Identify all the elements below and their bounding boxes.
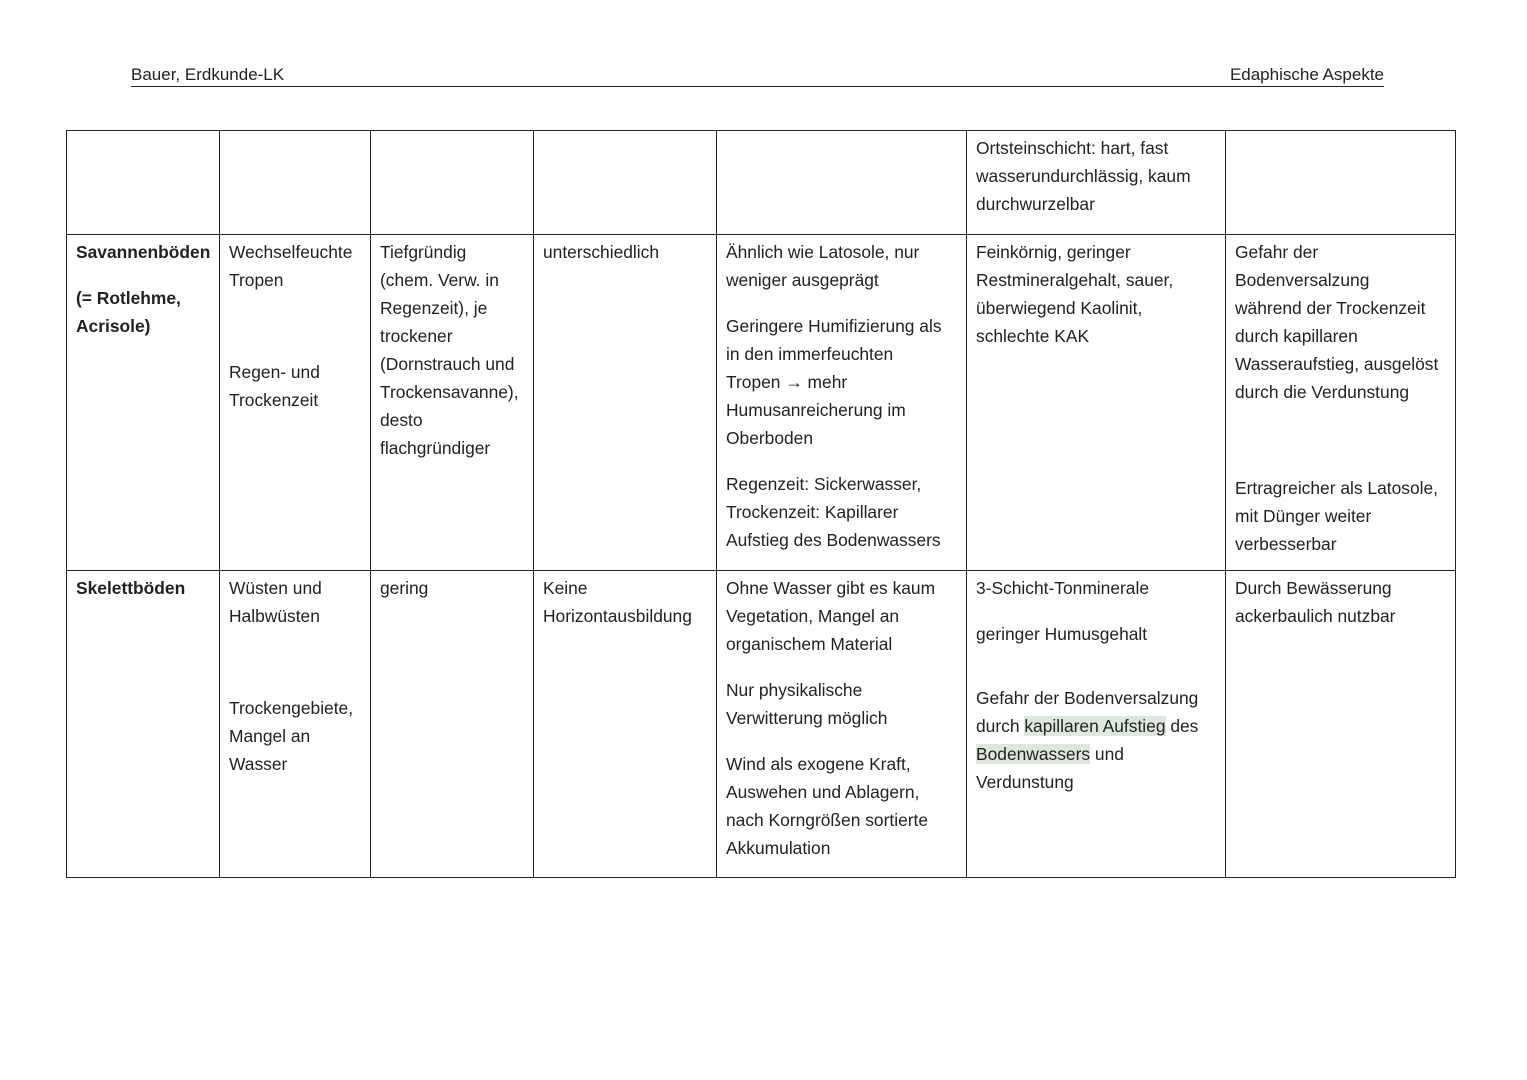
cell-empty	[371, 131, 534, 235]
cell-climate: Wechselfeuchte Tropen Regen- und Trockenzeit	[220, 235, 371, 571]
cell-process: Ähnlich wie Latosole, nur weniger ausgeprägt Geringere Humifizierung als in den immerfeuchten Tropen → mehr Humusanreicherung im Oberboden Regenzeit: Sickerwasser, Trockenzeit: Kapillarer Aufstieg des Bodenwassers	[717, 235, 967, 571]
cell-soil-name: Skelettböden	[67, 571, 220, 878]
cell-use: Gefahr der Bodenversalzung während der Trockenzeit durch kapillaren Wasseraufstieg, ausgelöst durch die Verdunstung Ertragreicher als Latosole, mit Dünger weiter verbesserbar	[1226, 235, 1456, 571]
header-topic: Edaphische Aspekte	[1229, 65, 1384, 84]
cell-process: Ohne Wasser gibt es kaum Vegetation, Mangel an organischem Material Nur physikalische Verwitterung möglich Wind als exogene Kraft, Auswehen und Ablagern, nach Korngrößen sortierte Akkumulation	[717, 571, 967, 878]
cell-depth: gering	[371, 571, 534, 878]
cell-empty	[1226, 131, 1456, 235]
table-row	[67, 571, 1456, 878]
cell-empty	[67, 131, 220, 235]
cell-empty	[220, 131, 371, 235]
arrow-right-icon: →	[785, 372, 803, 392]
cell-empty	[534, 131, 717, 235]
cell-horizon: Keine Horizontausbildung	[534, 571, 717, 878]
cell-properties: Feinkörnig, geringer Restmineralgehalt, sauer, überwiegend Kaolinit, schlechte KAK	[967, 235, 1226, 571]
header-author: Bauer, Erdkunde-LK	[131, 65, 285, 84]
cell-empty	[717, 131, 967, 235]
cell-climate: Wüsten und Halbwüsten Trockengebiete, Mangel an Wasser	[220, 571, 371, 878]
highlighted-text: kapillaren Aufstieg	[1024, 716, 1166, 736]
cell-depth: Tiefgründig (chem. Verw. in Regenzeit), je trockener (Dornstrauch und Trockensavanne), desto flachgründiger	[371, 235, 534, 571]
cell-properties: 3-Schicht-Tonminerale geringer Humusgehalt Gefahr der Bodenversalzung durch kapillaren Aufstieg des Bodenwassers und Verdunstung	[967, 571, 1226, 878]
table-row	[67, 235, 1456, 571]
cell-properties: Ortsteinschicht: hart, fast wasserundurchlässig, kaum durchwurzelbar	[967, 131, 1226, 235]
table-row	[67, 131, 1456, 235]
cell-soil-name: Savannenböden (= Rotlehme, Acrisole)	[67, 235, 220, 571]
page-header	[131, 64, 1384, 87]
cell-horizon: unterschiedlich	[534, 235, 717, 571]
soil-table	[66, 130, 1456, 878]
cell-use: Durch Bewässerung ackerbaulich nutzbar	[1226, 571, 1456, 878]
highlighted-text: Bodenwassers	[976, 744, 1091, 764]
